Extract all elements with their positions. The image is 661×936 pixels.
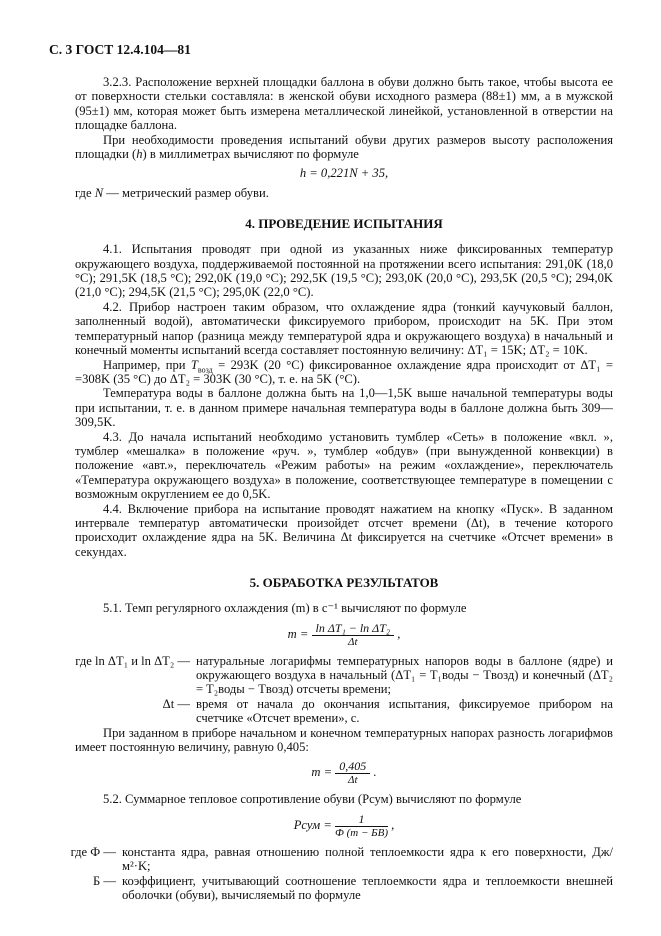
var-t: T	[190, 357, 198, 372]
paragraph-height-formula-intro	[75, 133, 613, 162]
section-3-2-3	[75, 75, 613, 200]
numerator: 1	[335, 812, 388, 827]
definition-label: где ln ΔT₁ и ln ΔT₂ —	[75, 653, 190, 668]
numerator: 0,405	[335, 759, 370, 774]
section-5	[70, 601, 613, 903]
formula-h-where	[75, 186, 613, 200]
paragraph-4-3: 4.3. До начала испытаний необходимо установить тумблер «Сеть» в положение «вкл. », тумблер «мешалка» в положение «руч. », тумблер «обдув» (при вынужденной конвекции) в положение «авт.», переключатель «Режим работы» на режим «охлаждение», переключатель «Температура окружающего воздуха» в положение, соответствующее температуре в помещении с возможным округлением ее до 0,5K.	[75, 429, 613, 502]
paragraph-5-2: 5.2. Суммарное тепловое сопротивление обуви (Pсум) вычисляют по формуле	[103, 792, 522, 807]
text: При необходимости проведения испытаний обуви других размеров высоту расположения площадки (	[75, 132, 613, 162]
definition-text: натуральные логарифмы температурных напоров воды в баллоне (ядре) и окружающего воздуха в начальный (ΔT₁ = T₁воды − Tвозд) и конечный (ΔT₂ = T₂воды − Tвозд) отсчеты времени;	[196, 653, 613, 697]
paragraph-3-2-3: 3.2.3. Расположение верхней площадки баллона в обуви должно быть такое, чтобы высота ее от поверхности стельки составляла: в женской обуви исходного размера (88±1) мм, а в мужской (95±1) мм, которая может быть измерена металлической линейкой, установленной в отверстии на площадке баллона.	[75, 75, 613, 133]
definition-phi	[48, 845, 613, 874]
paragraph-constant: При заданном в приборе начальном и конечном температурных напорах разность логарифмов имеет постоянную величину, равную 0,405:	[75, 725, 613, 755]
paragraph-4-2: 4.2. Прибор настроен таким образом, что охлаждение ядра (тонкий каучуковый баллон, заполненный водой), автоматически фиксируемого прибором, происходит на 5K. При этом температурный напор (разница между температурой ядра и окружающего воздуха) в начальный и конечный моменты испытаний всегда составляет постоянную величину: ΔT₁ = 15K; ΔT₂ = 10K.	[75, 299, 613, 358]
fraction	[312, 621, 395, 649]
formula-lhs: Pсум =	[293, 817, 332, 832]
var-n: N	[94, 185, 104, 200]
text: Например, при	[103, 357, 191, 372]
denominator: Δt	[348, 774, 358, 787]
definition-text: время от начала до окончания испытания, фиксируемое прибором на счетчике «Отсчет времени», с.	[196, 696, 613, 726]
page-header: С. 3 ГОСТ 12.4.104—81	[49, 42, 191, 57]
page-body	[70, 75, 614, 932]
denominator: Ф (m − БВ)	[335, 826, 388, 839]
var-h: h	[136, 147, 143, 162]
paragraph-4-4: 4.4. Включение прибора на испытание проводят нажатием на кнопку «Пуск». В заданном интервале температур автоматически произойдет отсчет времени (Δt), в течение которого происходит охлаждение ядра на 5K. Величина Δt фиксируется на счетчике «Отсчет времени» в секундах.	[75, 501, 613, 559]
section-4-title: 4. ПРОВЕДЕНИЕ ИСПЫТАНИЯ	[245, 216, 443, 232]
text: — метрический размер обуви.	[103, 185, 269, 200]
definition-dt	[48, 697, 613, 726]
numerator: ln ΔT₁ − ln ΔT₂	[312, 621, 395, 636]
formula-h: h = 0,221N + 35,	[299, 166, 389, 181]
definition-label: Δt —	[162, 696, 190, 711]
section-4	[75, 242, 613, 559]
formula-lhs: m =	[311, 765, 333, 780]
definition-b	[48, 874, 613, 903]
definition-label: где Ф —	[70, 844, 116, 859]
text: = 293K (20 °C) фиксированное охлаждение ядра происходит от ΔT₁ = =308K (35 °C) до ΔT₂ = 303K (30 °C), т. е. на 5K (°C).	[75, 357, 614, 386]
definition-label: Б —	[93, 873, 116, 888]
formula-m: m = $\frac{\text{ln ΔT₁ − ln ΔT₂}}{\Delta t}$ ,	[287, 620, 401, 648]
definition-text: константа ядра, равная отношению полной теплоемкости ядра к его поверхности, Дж/м²·K;	[122, 844, 613, 874]
text: где	[75, 185, 95, 200]
formula-lhs: m =	[287, 626, 309, 641]
paragraph-4-1: 4.1. Испытания проводят при одной из указанных ниже фиксированных температур окружающего воздуха, поддерживаемой постоянной на протяжении всего испытания: 291,0K (18,0 °C); 291,5K (18,5 °C); 292,0K (19,0 °C); 292,5K (19,5 °C); 293,0K (20,0 °C), 293,5K (20,5 °C); 294,0K (21,0 °C); 294,5K (21,5 °C); 295,0K (22,0 °C).	[75, 242, 613, 300]
section-5-title: 5. ОБРАБОТКА РЕЗУЛЬТАТОВ	[249, 575, 439, 591]
denominator: Δt	[348, 635, 358, 648]
definition-text: коэффициент, учитывающий соотношение теплоемкости ядра и теплоемкости внешней оболочки (обуви), вычисляемый по формуле	[122, 873, 613, 903]
subscript: возд	[197, 365, 213, 375]
fraction	[335, 812, 388, 840]
paragraph-5-1: 5.1. Темп регулярного охлаждения (m) в с⁻¹ вычисляют по формуле	[103, 601, 467, 616]
fraction	[335, 759, 370, 787]
paragraph-example	[75, 358, 613, 387]
definition-ln	[48, 654, 613, 697]
text: ) в миллиметрах вычисляют по формуле	[142, 147, 359, 162]
formula-m-constant: m = $\frac{0,405}{\Delta t}$ .	[311, 759, 377, 787]
paragraph-water-temp: Температура воды в баллоне должна быть на 1,0—1,5K выше начальной температуры воды при испытании, т. е. в данном примере начальная температура воды в баллоне должна быть 309—309,5K.	[75, 386, 613, 430]
formula-p-sum: Pсум = $\frac{1}{Ф (m - БВ)}$ ,	[293, 811, 395, 839]
